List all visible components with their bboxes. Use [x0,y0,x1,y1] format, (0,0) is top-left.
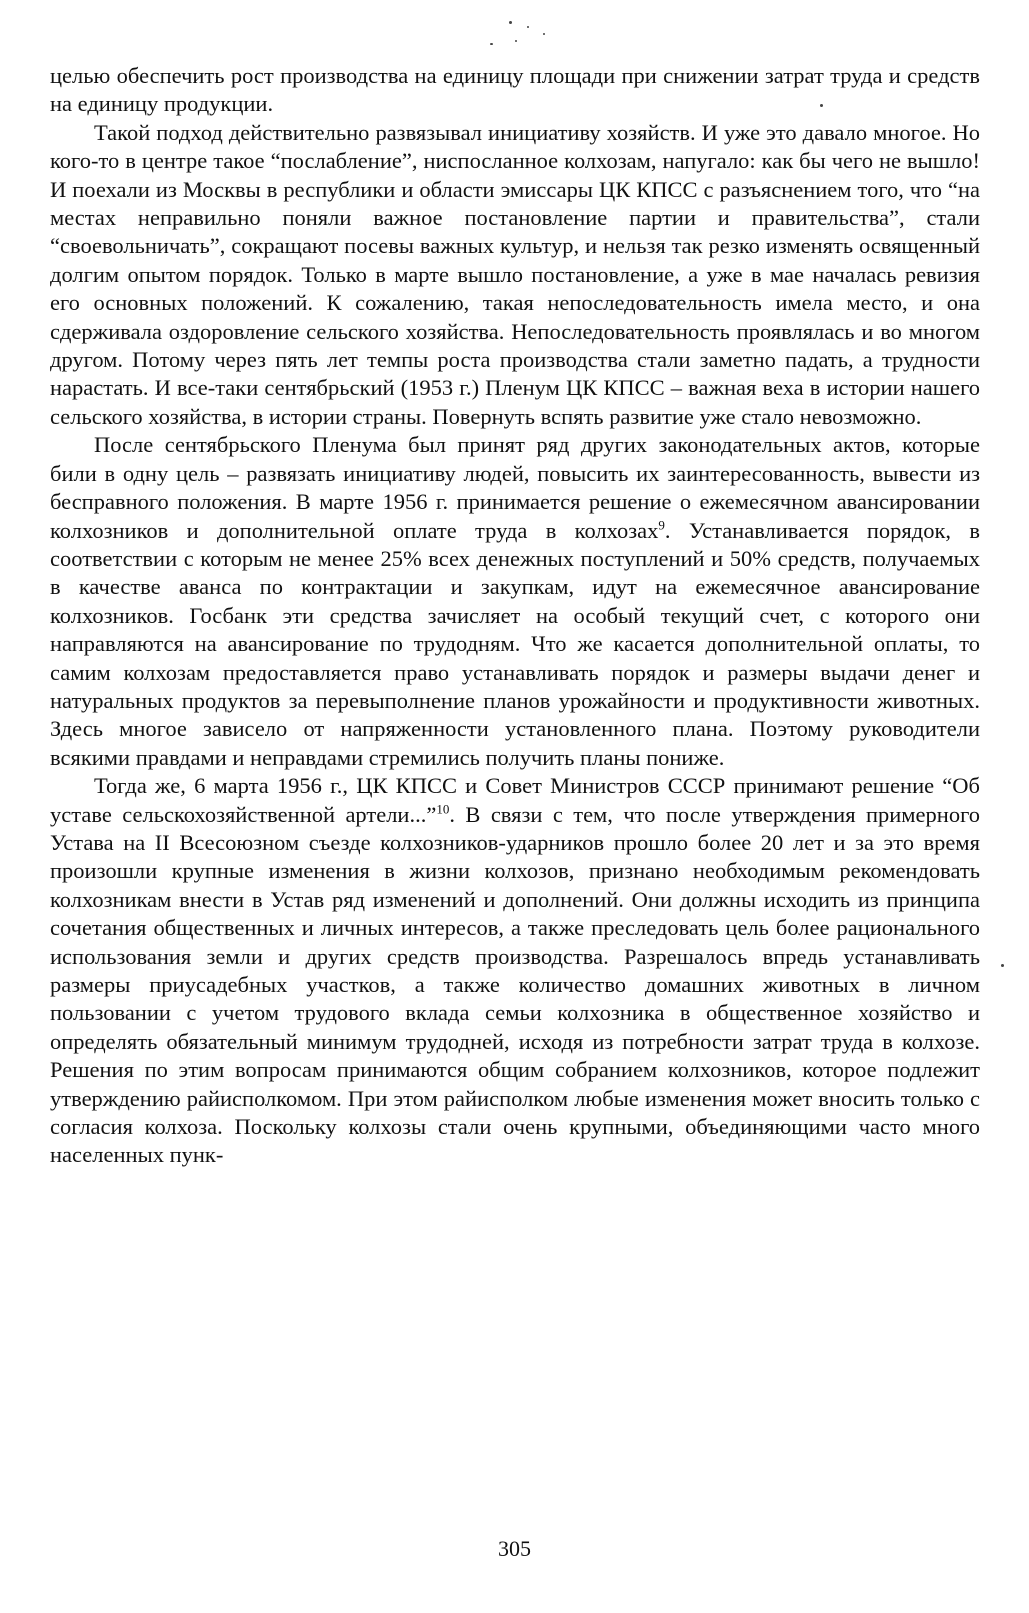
paragraph-2 [50,119,980,431]
paragraph-3-text: После сентябрьского Пленума был принят ряд других законодательных актов, которые били в одну цель – развязать инициативу людей, повысить их заинтересованность, вывести из бесправного положения. В марте 1956 г. принимается решение о ежемесячном авансировании колхозников и дополнительной оплате труда в колхозах [50,432,980,543]
paragraph-1-text: целью обеспечить рост производства на единицу площади при снижении затрат труда и средств на единицу продукции. [50,63,980,117]
footnote-ref-9: 9 [658,517,665,532]
scan-speck [490,43,493,45]
paragraph-4-tail: . В связи с тем, что после утверждения примерного Устава на II Всесоюзном съезде колхозников-ударников прошло более 20 лет и за это время произошли крупные изменения в жизни колхозов, признано необходимым рекомендовать колхозникам внести в Устав ряд изменений и дополнений. Они должны исходить из принципа сочетания общественных и личных интересов, а также преследовать цель более рационального использования земли и других средств производства. Разрешалось впредь устанавливать размеры приусадебных участков, а также количество домашних животных в личном пользовании с учетом трудового вклада семьи колхозника в общественное хозяйство и определять обязательный минимум трудодней, исходя из потребности затрат труда в колхозе. Решения по этим вопросам принимаются общим собранием колхозников, которое подлежит утверждению райисполкомом. При этом райисполком любые изменения может вносить только с согласия колхоза. Поскольку колхозы стали очень крупными, объединяющими часто много населенных пунк- [50,801,980,1168]
page-text [50,62,980,1170]
paragraph-1 [50,62,980,119]
scan-speck [543,33,545,35]
paragraph-3-tail: . Устанавливается порядок, в соответствии с которым не менее 25% всех денежных поступлений и 50% средств, получаемых в качестве аванса по контрактации и закупкам, идут на ежемесячное авансирование колхозников. Госбанк эти средства зачисляет на особый текущий счет, с которого они направляются на авансирование по трудодням. Что же касается дополнительной оплаты, то самим колхозам предоставляется право устанавливать порядок и размеры выдачи денег и натуральных продуктов за перевыполнение планов урожайности и продуктивности животных. Здесь многое зависело от напряженности установленного плана. Поэтому руководители всякими правдами и неправдами стремились получить планы пониже. [50,517,980,770]
scan-speck [1001,964,1004,967]
paragraph-3 [50,431,980,772]
paragraph-4-text: Тогда же, 6 марта 1956 г., ЦК КПСС и Совет Министров СССР принимают решение “Об уставе сельскохозяйственной артели...” [50,773,980,827]
paragraph-4 [50,772,980,1170]
scan-speck [509,21,512,24]
page-number: 305 [498,1536,531,1561]
footnote-ref-10: 10 [436,801,450,817]
scan-speck [527,26,529,28]
paragraph-2-text: Такой подход действительно развязывал инициативу хозяйств. И уже это давало многое. Но кого-то в центре такое “послабление”, ниспосланное колхозам, напугало: как бы чего не вышло! И поехали из Москвы в республики и области эмиссары ЦК КПСС с разъяснением того, что “на местах неправильно поняли важное постановление партии и правительства”, стали “своевольничать”, сокращают посевы важных культур, и нельзя так резко изменять освященный долгим опытом порядок. Только в марте вышло постановление, а уже в мае началась ревизия его основных положений. К сожалению, такая непоследовательность имела место, и она сдерживала оздоровление сельского хозяйства. Непоследовательность проявлялась и во многом другом. Потому через пять лет темпы роста производства стали заметно падать, а трудности нарастать. И все-таки сентябрьский (1953 г.) Пленум ЦК КПСС – важная веха в истории нашего сельского хозяйства, в истории страны. Повернуть вспять развитие уже стало невозможно. [50,119,980,429]
scan-speck [515,40,517,42]
scan-speck [820,104,823,107]
